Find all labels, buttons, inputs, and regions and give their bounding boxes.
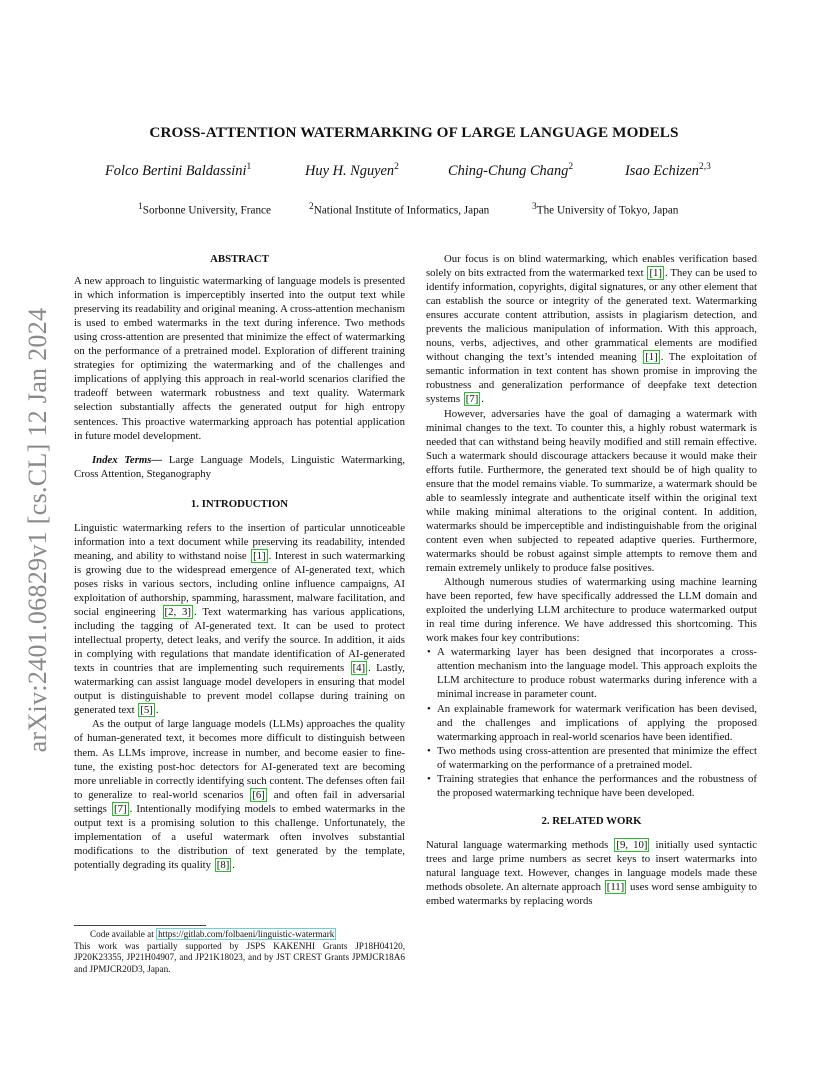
text-run: . The exploitation of semantic information in text content has shown promise in improving the robustness and generalization performance of deepfake text detection systems [426,351,757,406]
citation-link[interactable]: [8] [216,858,230,871]
text-run: . Interest in such watermarking is growing due to the widespread emergence of AI-generated text, which poses risks in various sectors, including online influence campaigns, AI exploitation of authorship, spamming, harassment, malware facilitation, and social engineering [74,549,405,619]
left-column [74,252,405,872]
citation-link[interactable]: [1] [649,267,662,280]
text-run: Our focus is on blind watermarking, which enables verification based solely on bits extracted from the watermarked text [426,253,757,280]
author: Isao Echizen$^{2,3}$ [625,162,711,179]
affiliation-list [74,202,754,218]
code-footnote: Code available at https://gitlab.com/folbaeni/linguistic-watermark [90,929,335,939]
text-run: uses word sense ambiguity to embed watermarks by replacing words [426,881,757,908]
intro-paragraph-2 [74,717,405,872]
footnotes [74,929,405,975]
citation-link[interactable]: [4] [352,662,366,675]
citation-link[interactable]: [2, 3] [164,606,191,619]
code-link[interactable]: https://gitlab.com/folbaeni/linguistic-watermark [158,929,335,939]
abstract-text: A new approach to linguistic watermarking of language models is presented in which information is imperceptibly inserted into the output text while preserving its readability and original meaning. A cross-attention mechanism is used to embed watermarks in the text during inference. Two methods using cross-attention are presented that minimize the effect of watermarking on the performance of a pretrained model. Exploration of different training strategies for optimizing the watermarking and of the challenges and implications of applying this approach in real-world scenarios clarified the tradeoff between watermark robustness and text quality. Watermark selection substantially affects the generated output for high entropy sentences. This proactive watermarking approach has potential application in future model development. [74,275,405,442]
funding-footnote: This work was partially supported by JSPS KAKENHI Grants JP18H04120, JP20K23355, JP21H04907, and JP21K18023, and by JST CREST Grants JPMJCR18A6 and JPMJCR20D3, Japan. [74,940,405,974]
related-paragraph-1 [426,838,757,908]
abstract-heading: ABSTRACT [210,253,269,265]
author: Folco Bertini Baldassini$^1$ [105,162,252,179]
contribution-list [426,645,757,800]
text-run: . Intentionally modifying models to embed watermarks in the output text is a promising solution to this challenge. Unfortunately, the implementation of a useful watermark often involves substantial modifications to the distribution of text generated by the template, potentially degrading its quality [74,802,405,871]
text-run: and often fail in adversarial settings [74,788,405,815]
text-run: . [232,858,235,871]
intro-paragraph-3 [426,252,757,407]
text-run: . Text watermarking has various applications, including the tagging of AI-generated text. It can be used to protect intellectual property, detect leaks, and verify the source. In addition, it aids in complying with regulations that mandate identification of AI-generated texts in countries that are implementing such requirements [74,606,405,675]
citation-link[interactable]: [6] [252,788,265,801]
right-column [426,252,757,908]
intro-paragraph-1 [74,521,405,718]
index-terms: Index Terms— Large Language Models, Linguistic Watermarking, Cross Attention, Steganography [74,453,406,480]
arxiv-stamp: arXiv:2401.06829v1 [cs.CL] 12 Jan 2024 [23,307,52,753]
author-list [74,162,754,182]
text-run: . [481,393,484,406]
author: Ching-Chung Chang$^2$ [448,162,574,179]
text-run: Natural language watermarking methods [426,838,614,851]
text-run: Linguistic watermarking refers to the insertion of particular unnoticeable information into a text document while preserving its readability, intended meaning, and ability to withstand noise [74,521,405,562]
citation-link[interactable]: [11] [606,881,625,894]
list-item: • Training strategies that enhance the performances and the robustness of the proposed watermarking technique have been developed. [437,772,757,800]
list-item: • An explainable framework for watermark verification has been devised, and the challenges and implications of applying the proposed watermarking approach in real-world scenarios have been identified. [437,702,757,744]
text-run: . [155,704,159,717]
citation-link[interactable]: [7] [465,393,479,406]
citation-link[interactable]: [1] [645,351,658,364]
text-run: . Lastly, watermarking can assist language model developers in ensuring that model output is distinguishable to prevent model collapse during training on generated text [74,662,405,717]
intro-paragraph-4: However, adversaries have the goal of damaging a watermark with minimal changes to the text. To counter this, a highly robust watermark is needed that can withstand being heavily modified and still remain effective. Such a watermark should discourage attackers because it would make their efforts futile. Furthermore, the generated text should be of high quality to ensure that the model remains viable. To summarize, a watermark should be able to seamlessly integrate and authenticate itself within the original text while making minimal alterations to the original content. In addition, watermarks should be imperceptible and indistinguishable from the original content even when subjected to repeated adaptive queries. Furthermore, watermarks should be robust against simple attempts to remove them and remain extremely unlikely to produce false positives. [426,407,757,575]
affiliation: $^1$Sorbonne University, France [138,202,271,217]
footnote-rule [74,925,206,926]
citation-link[interactable]: [5] [140,704,153,717]
list-item: • Two methods using cross-attention are presented that minimize the effect of watermarking on the performance of a pretrained model. [437,744,757,772]
citation-link[interactable]: [9, 10] [616,838,648,851]
text-run: As the output of large language models (LLMs) approaches the quality of human-generated text, it becomes more difficult to distinguish between them. As LLMs improve, increase in number, and become easier to fine-tune, the existing post-hoc detectors for AI-generated text are becoming more unreliable in correctly identifying such content. The defenses often fail to generalize to real-world scenarios [74,718,405,801]
intro-paragraph-5: Although numerous studies of watermarking using machine learning have been reported, few have specifically addressed the LLM domain and exploited the underlying LLM architecture to produce watermarked output in real time during inference. We have addressed this shortcoming. This work makes four key contributions: [426,576,757,645]
section-heading-introduction: 1. INTRODUCTION [190,497,289,510]
author: Huy H. Nguyen$^2$ [305,162,399,179]
affiliation: $^3$The University of Tokyo, Japan [532,202,679,217]
affiliation: $^2$National Institute of Informatics, Japan [309,202,490,217]
text-run: initially used syntactic trees and large prime numbers as secret keys to insert watermarks into natural language text. However, changes in language models made these methods obsolete. An alternate approach [426,838,757,894]
citation-link[interactable]: [1] [253,549,266,562]
text-run: . They can be used to identify information, copyrights, digital signatures, or any other element that can establish the source or integrity of the generated text. Watermarking ensures accurate content attribution, assists in plagiarism detection, and prevents the malicious manipulation of information. With this approach, nouns, verbs, adjectives, and other grammatical elements are modified without changing the text’s intended meaning [426,267,757,364]
list-item: • A watermarking layer has been designed that incorporates a cross-attention mechanism into the language model. This approach exploits the LLM architecture to produce robust watermarks during inference with a minimal increase in parameter count. [437,645,757,701]
citation-link[interactable]: [7] [114,802,127,815]
paper-title: CROSS-ATTENTION WATERMARKING OF LARGE LANGUAGE MODELS [149,124,679,141]
section-heading-related-work: 2. RELATED WORK [541,814,642,827]
